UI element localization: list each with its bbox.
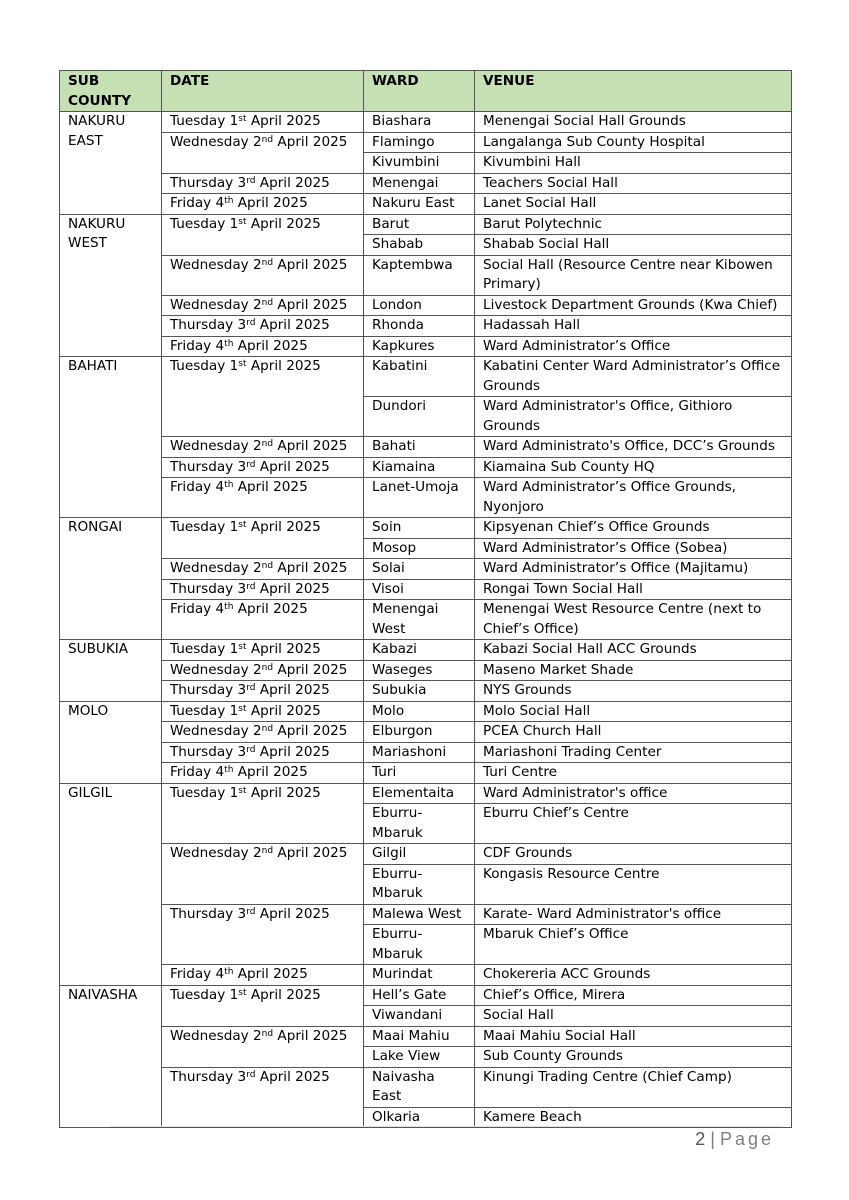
date-month-year: April 2025 [233,479,308,495]
date-ordinal: st [238,114,247,124]
venue-cell: Kipsyenan Chief’s Office Grounds [475,518,792,539]
footer-divider [110,1126,782,1127]
ward-cell: Eburru-Mbaruk [364,925,475,965]
table-row [60,763,792,784]
table-row [60,660,792,681]
date-day: Tuesday 1 [170,215,239,232]
venue-cell: CDF Grounds [475,844,792,865]
date-cell [162,1067,364,1128]
venue-cell: Chief’s Office, Mirera [475,985,792,1006]
ward-cell: Lake View [364,1047,475,1068]
ward-cell: Rhonda [364,316,475,337]
ward-cell: Viwandani [364,1006,475,1027]
date-cell [162,1026,364,1067]
date-month-year: April 2025 [246,702,321,719]
date-month-year: April 2025 [255,743,330,760]
date-month-year: April 2025 [246,113,321,129]
venue-cell: Molo Social Hall [475,701,792,722]
ward-cell: Kivumbini [364,153,475,174]
date-month-year: April 2025 [233,337,308,354]
ward-cell: Shabab [364,235,475,256]
sub-county-cell: SUBUKIA [60,640,162,702]
ward-cell: Solai [364,559,475,580]
date-day: Wednesday 2 [170,256,262,273]
date-cell [162,214,364,255]
venue-cell: Teachers Social Hall [475,173,792,194]
table-row [60,579,792,600]
ward-cell: Maai Mahiu [364,1026,475,1047]
date-ordinal: rd [246,318,256,328]
date-cell [162,783,364,844]
venue-cell: Kamere Beach [475,1107,792,1128]
venue-cell: Hadassah Hall [475,316,792,337]
table-row [60,681,792,702]
table-row [60,742,792,763]
date-day: Friday 4 [170,479,225,495]
date-cell [162,985,364,1026]
date-ordinal: st [238,642,247,652]
page-footer [695,1129,774,1150]
date-ordinal: rd [246,581,256,592]
venue-cell: Chokereria ACC Grounds [475,965,792,986]
date-cell [162,132,364,173]
ward-cell: Malewa West [364,904,475,925]
venue-cell: Ward Administrator’s Office (Sobea) [475,538,792,559]
date-cell [162,722,364,743]
date-ordinal: rd [246,459,256,470]
venue-cell: Langalanga Sub County Hospital [475,132,792,153]
date-ordinal: rd [246,175,256,186]
page-number: 2 [695,1129,706,1149]
footer-separator: | [710,1129,715,1149]
venue-cell: Sub County Grounds [475,1047,792,1068]
date-day: Thursday 3 [170,174,247,191]
page-label: Page [719,1129,774,1149]
table-row [60,194,792,215]
venue-cell: Ward Administrator's Office, Githioro Grounds [475,397,792,437]
date-month-year: April 2025 [273,1027,348,1044]
venue-cell: Ward Administrator’s Office (Majitamu) [475,559,792,580]
ward-cell: Elburgon [364,722,475,743]
table-row [60,559,792,580]
date-day: Wednesday 2 [170,560,262,576]
date-month-year: April 2025 [233,966,308,982]
date-ordinal: rd [246,906,256,917]
sub-county-cell: NAIVASHA [60,985,162,1128]
date-cell [162,316,364,337]
ward-cell: Gilgil [364,844,475,865]
venue-cell: Ward Administrator’s Office Grounds, Nyonjoro [475,478,792,518]
date-ordinal: th [224,196,234,206]
date-day: Wednesday 2 [170,133,262,150]
sub-county-cell: NAKURU WEST [60,214,162,357]
date-cell [162,112,364,133]
date-month-year: April 2025 [246,358,321,374]
ward-cell: Subukia [364,681,475,702]
venue-cell: NYS Grounds [475,681,792,702]
date-day: Tuesday 1 [170,702,239,719]
date-month-year: April 2025 [233,764,308,780]
venue-cell: Menengai Social Hall Grounds [475,112,792,133]
venue-cell: PCEA Church Hall [475,722,792,743]
ward-cell: Bahati [364,437,475,458]
venue-cell: Ward Administrato's Office, DCC’s Grounds [475,437,792,458]
venue-cell: Mbaruk Chief’s Office [475,925,792,965]
date-cell [162,518,364,559]
date-day: Wednesday 2 [170,723,262,739]
ward-cell: Biashara [364,112,475,133]
date-day: Thursday 3 [170,743,247,760]
header-sub-county: SUB COUNTY [60,71,162,112]
date-ordinal: nd [261,134,274,145]
date-month-year: April 2025 [255,458,330,475]
date-cell [162,904,364,965]
venue-cell: Livestock Department Grounds (Kwa Chief) [475,295,792,316]
ward-cell: Eburru-Mbaruk [364,804,475,844]
date-day: Friday 4 [170,966,225,982]
venue-cell: Maai Mahiu Social Hall [475,1026,792,1047]
ward-cell: London [364,295,475,316]
ward-cell: Mosop [364,538,475,559]
table-row [60,844,792,865]
venue-cell: Karate- Ward Administrator's office [475,904,792,925]
table-row [60,1067,792,1107]
date-month-year: April 2025 [246,641,321,657]
table-row [60,437,792,458]
date-month-year: April 2025 [255,174,330,191]
ward-cell: Waseges [364,660,475,681]
date-ordinal: nd [261,662,274,673]
sub-county-cell: GILGIL [60,783,162,985]
date-day: Tuesday 1 [170,641,239,657]
date-ordinal: nd [261,1028,274,1039]
date-cell [162,844,364,905]
table-row [60,214,792,235]
date-ordinal: nd [261,846,274,856]
table-row [60,295,792,316]
table-row [60,316,792,337]
date-cell [162,437,364,458]
ward-cell: Kabazi [364,640,475,661]
date-cell [162,478,364,518]
ward-cell: Soin [364,518,475,539]
ward-cell: Olkaria [364,1107,475,1128]
date-day: Friday 4 [170,764,225,780]
date-day: Thursday 3 [170,1068,247,1085]
date-cell [162,660,364,681]
table-row [60,132,792,153]
date-ordinal: rd [246,1069,256,1080]
date-month-year: April 2025 [273,560,348,576]
ward-cell: Menengai [364,173,475,194]
venue-cell: Kiamaina Sub County HQ [475,457,792,478]
schedule-table [59,70,792,1128]
date-day: Wednesday 2 [170,661,262,678]
venue-cell: Mariashoni Trading Center [475,742,792,763]
date-month-year: April 2025 [255,682,330,698]
table-row [60,640,792,661]
table-row [60,701,792,722]
date-cell [162,295,364,316]
venue-cell: Menengai West Resource Centre (next to Chief’s Office) [475,600,792,640]
date-cell [162,701,364,722]
date-cell [162,194,364,215]
venue-cell: Kabazi Social Hall ACC Grounds [475,640,792,661]
date-day: Wednesday 2 [170,845,262,861]
date-month-year: April 2025 [255,317,330,333]
date-ordinal: st [238,359,247,369]
date-month-year: April 2025 [273,256,348,273]
venue-cell: Ward Administrator’s Office [475,336,792,357]
date-month-year: April 2025 [273,296,348,313]
ward-cell: Molo [364,701,475,722]
date-day: Thursday 3 [170,682,247,698]
date-ordinal: nd [261,257,274,268]
date-month-year: April 2025 [273,845,348,861]
date-month-year: April 2025 [246,784,321,801]
table-body [60,112,792,1128]
date-day: Wednesday 2 [170,438,262,454]
ward-cell: Kapkures [364,336,475,357]
table-header [60,71,792,112]
date-ordinal: th [224,602,234,612]
ward-cell: Kabatini [364,357,475,397]
date-month-year: April 2025 [255,1068,330,1085]
venue-cell: Social Hall (Resource Centre near Kibowen Primary) [475,255,792,295]
date-day: Tuesday 1 [170,986,239,1003]
table-row [60,478,792,518]
header-row [60,71,792,112]
ward-cell: Hell’s Gate [364,985,475,1006]
date-ordinal: th [224,338,234,349]
venue-cell: Maseno Market Shade [475,660,792,681]
ward-cell: Turi [364,763,475,784]
date-cell [162,763,364,784]
ward-cell: Lanet-Umoja [364,478,475,518]
date-cell [162,255,364,295]
date-month-year: April 2025 [246,519,321,535]
date-month-year: April 2025 [246,215,321,232]
date-ordinal: th [224,765,234,775]
date-day: Tuesday 1 [170,358,239,374]
table-row [60,255,792,295]
date-cell [162,965,364,986]
date-day: Thursday 3 [170,580,247,597]
date-cell [162,600,364,640]
ward-cell: Flamingo [364,132,475,153]
date-day: Friday 4 [170,601,225,617]
table-row [60,357,792,397]
date-ordinal: st [238,216,247,227]
date-month-year: April 2025 [255,580,330,597]
date-cell [162,559,364,580]
date-cell [162,357,364,437]
date-month-year: April 2025 [255,905,330,922]
date-ordinal: rd [246,683,256,693]
table-row [60,783,792,804]
venue-cell: Social Hall [475,1006,792,1027]
sub-county-cell: BAHATI [60,357,162,518]
table-row [60,600,792,640]
table-row [60,904,792,925]
header-ward: WARD [364,71,475,112]
header-venue: VENUE [475,71,792,112]
date-day: Tuesday 1 [170,784,239,801]
ward-cell: Kiamaina [364,457,475,478]
venue-cell: Kivumbini Hall [475,153,792,174]
date-month-year: April 2025 [273,438,348,454]
date-cell [162,457,364,478]
ward-cell: Eburru-Mbaruk [364,864,475,904]
venue-cell: Turi Centre [475,763,792,784]
date-ordinal: th [224,480,234,490]
table-row [60,457,792,478]
date-day: Wednesday 2 [170,1027,262,1044]
date-cell [162,742,364,763]
table-row [60,722,792,743]
date-month-year: April 2025 [273,723,348,739]
date-ordinal: nd [261,724,274,734]
ward-cell: Kaptembwa [364,255,475,295]
date-day: Thursday 3 [170,317,247,333]
ward-cell: Mariashoni [364,742,475,763]
venue-cell: Shabab Social Hall [475,235,792,256]
sub-county-cell: NAKURU EAST [60,112,162,215]
table-row [60,965,792,986]
ward-cell: Visoi [364,579,475,600]
date-ordinal: rd [246,744,256,755]
table-row [60,985,792,1006]
venue-cell: Ward Administrator's office [475,783,792,804]
date-cell [162,336,364,357]
table-row [60,1026,792,1047]
date-ordinal: st [238,703,247,714]
date-cell [162,173,364,194]
date-day: Thursday 3 [170,905,247,922]
sub-county-cell: RONGAI [60,518,162,640]
date-month-year: April 2025 [273,661,348,678]
venue-cell: Barut Polytechnic [475,214,792,235]
date-ordinal: nd [261,561,274,571]
date-ordinal: st [238,785,247,796]
date-ordinal: nd [261,297,274,308]
date-cell [162,640,364,661]
venue-cell: Lanet Social Hall [475,194,792,215]
ward-cell: Dundori [364,397,475,437]
date-month-year: April 2025 [273,133,348,150]
date-cell [162,681,364,702]
table-row [60,112,792,133]
date-day: Tuesday 1 [170,519,239,535]
date-ordinal: st [238,520,247,530]
date-month-year: April 2025 [246,986,321,1003]
date-month-year: April 2025 [233,195,308,211]
date-day: Wednesday 2 [170,296,262,313]
date-day: Thursday 3 [170,458,247,475]
header-date: DATE [162,71,364,112]
table-row [60,173,792,194]
venue-cell: Eburru Chief’s Centre [475,804,792,844]
ward-cell: Naivasha East [364,1067,475,1107]
ward-cell: Nakuru East [364,194,475,215]
ward-cell: Barut [364,214,475,235]
date-day: Friday 4 [170,337,225,354]
table-row [60,336,792,357]
ward-cell: Elementaita [364,783,475,804]
date-day: Friday 4 [170,195,225,211]
table-row [60,518,792,539]
venue-cell: Kongasis Resource Centre [475,864,792,904]
date-ordinal: st [238,987,247,998]
venue-cell: Rongai Town Social Hall [475,579,792,600]
sub-county-cell: MOLO [60,701,162,783]
date-ordinal: th [224,967,234,977]
ward-cell: Murindat [364,965,475,986]
date-ordinal: nd [261,439,274,449]
date-day: Tuesday 1 [170,113,239,129]
date-month-year: April 2025 [233,601,308,617]
venue-cell: Kinungi Trading Centre (Chief Camp) [475,1067,792,1107]
ward-cell: Menengai West [364,600,475,640]
venue-cell: Kabatini Center Ward Administrator’s Office Grounds [475,357,792,397]
date-cell [162,579,364,600]
